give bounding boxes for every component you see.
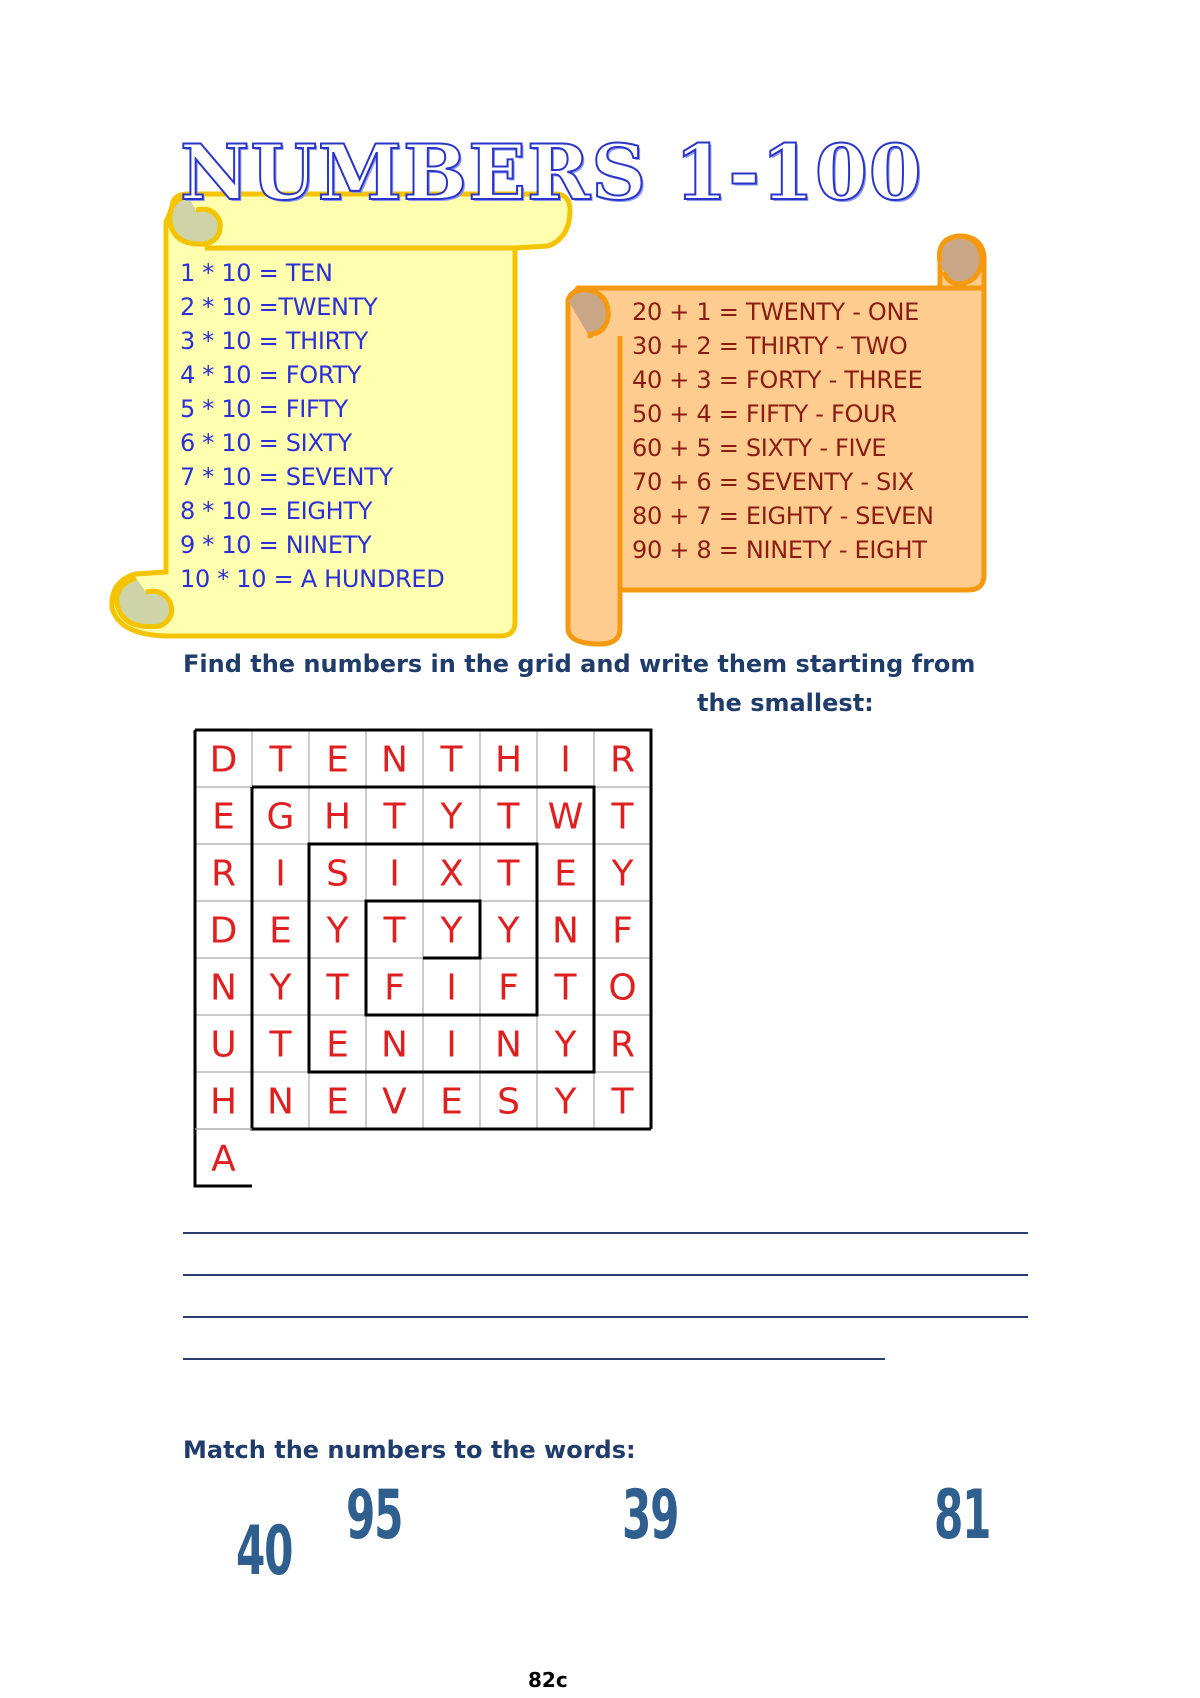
tens-item: 10 * 10 = A HUNDRED xyxy=(180,565,445,593)
grid-letter: O xyxy=(608,967,637,1009)
find-instruction: Find the numbers in the grid and write them starting from xyxy=(183,650,976,678)
grid-letter: R xyxy=(609,739,636,781)
compound-item: 70 + 6 = SEVENTY - SIX xyxy=(632,468,914,496)
grid-letter: I xyxy=(560,739,571,781)
grid-letter: D xyxy=(209,910,238,952)
grid-letter: U xyxy=(210,1024,237,1066)
grid-letter: Y xyxy=(611,853,634,895)
compound-item: 60 + 5 = SIXTY - FIVE xyxy=(632,434,887,462)
grid-letter: E xyxy=(554,853,577,895)
grid-letter: T xyxy=(383,796,406,838)
grid-letter: E xyxy=(326,1024,349,1066)
grid-letter: I xyxy=(275,853,286,895)
tens-item: 3 * 10 = THIRTY xyxy=(180,327,368,355)
compound-item: 20 + 1 = TWENTY - ONE xyxy=(632,298,919,326)
tens-item: 4 * 10 = FORTY xyxy=(180,361,362,389)
grid-letter: F xyxy=(384,967,405,1009)
match-number: 81 xyxy=(934,1476,991,1555)
grid-letter: T xyxy=(497,796,520,838)
grid-letter: E xyxy=(212,796,235,838)
match-number: 40 xyxy=(236,1512,293,1591)
answer-line[interactable] xyxy=(183,1358,885,1360)
grid-letter: T xyxy=(326,967,349,1009)
grid-letter: H xyxy=(494,739,523,781)
tens-item: 8 * 10 = EIGHTY xyxy=(180,497,373,525)
tens-item: 2 * 10 =TWENTY xyxy=(180,293,378,321)
tens-list xyxy=(180,256,444,596)
grid-letter: N xyxy=(210,967,237,1009)
grid-letter: Y xyxy=(269,967,292,1009)
answer-line[interactable] xyxy=(183,1316,1028,1318)
compound-item: 40 + 3 = FORTY - THREE xyxy=(632,366,923,394)
tens-item: 7 * 10 = SEVENTY xyxy=(180,463,393,491)
compound-item: 80 + 7 = EIGHTY - SEVEN xyxy=(632,502,934,530)
grid-letter: F xyxy=(498,967,519,1009)
tens-item: 6 * 10 = SIXTY xyxy=(180,429,352,457)
tens-item: 9 * 10 = NINETY xyxy=(180,531,372,559)
grid-letter: N xyxy=(381,1024,408,1066)
page-title: NUMBERS 1-100 xyxy=(180,128,923,217)
grid-letter: I xyxy=(446,967,457,1009)
grid-letter: Y xyxy=(497,910,520,952)
grid-letter: N xyxy=(552,910,579,952)
grid-letter: T xyxy=(611,1081,634,1123)
compounds-list xyxy=(632,295,934,567)
grid-letter: X xyxy=(439,853,464,895)
grid-letter: E xyxy=(269,910,292,952)
grid-letter: G xyxy=(266,796,295,838)
find-instruction-continued: the smallest: xyxy=(697,689,874,717)
grid-letter: E xyxy=(326,1081,349,1123)
answer-line[interactable] xyxy=(183,1274,1028,1276)
grid-letter: T xyxy=(269,1024,292,1066)
grid-letter: T xyxy=(497,853,520,895)
compound-item: 50 + 4 = FIFTY - FOUR xyxy=(632,400,897,428)
match-number: 39 xyxy=(622,1476,679,1555)
grid-letter: V xyxy=(382,1081,407,1123)
grid-letter: E xyxy=(326,739,349,781)
grid-letter: N xyxy=(267,1081,294,1123)
answer-line[interactable] xyxy=(183,1232,1028,1234)
grid-letter: T xyxy=(269,739,292,781)
grid-letter: T xyxy=(611,796,634,838)
tens-item: 1 * 10 = TEN xyxy=(180,259,333,287)
grid-letter: T xyxy=(383,910,406,952)
grid-letter: E xyxy=(440,1081,463,1123)
grid-letter: D xyxy=(209,739,238,781)
grid-letter: S xyxy=(326,853,349,895)
page-number: 82c xyxy=(528,1668,568,1692)
grid-letter: Y xyxy=(554,1081,577,1123)
tens-item: 5 * 10 = FIFTY xyxy=(180,395,348,423)
compound-item: 30 + 2 = THIRTY - TWO xyxy=(632,332,908,360)
grid-letter: T xyxy=(554,967,577,1009)
grid-letter: R xyxy=(609,1024,636,1066)
grid-letter: I xyxy=(446,1024,457,1066)
grid-letter: Y xyxy=(440,796,463,838)
grid-letter: T xyxy=(440,739,463,781)
grid-letter: Y xyxy=(554,1024,577,1066)
grid-letter: N xyxy=(381,739,408,781)
match-number: 95 xyxy=(346,1476,403,1555)
grid-letter: Y xyxy=(440,910,463,952)
grid-letter: I xyxy=(389,853,400,895)
grid-extra-letter: A xyxy=(211,1138,236,1180)
grid-letter: Y xyxy=(326,910,349,952)
compound-item: 90 + 8 = NINETY - EIGHT xyxy=(632,536,927,564)
grid-letter: N xyxy=(495,1024,522,1066)
grid-letter: F xyxy=(612,910,633,952)
grid-letter: H xyxy=(209,1081,238,1123)
match-heading: Match the numbers to the words: xyxy=(183,1436,636,1464)
grid-letter: S xyxy=(497,1081,520,1123)
grid-letter: W xyxy=(547,796,584,838)
grid-letter: R xyxy=(210,853,237,895)
grid-letter: H xyxy=(323,796,352,838)
